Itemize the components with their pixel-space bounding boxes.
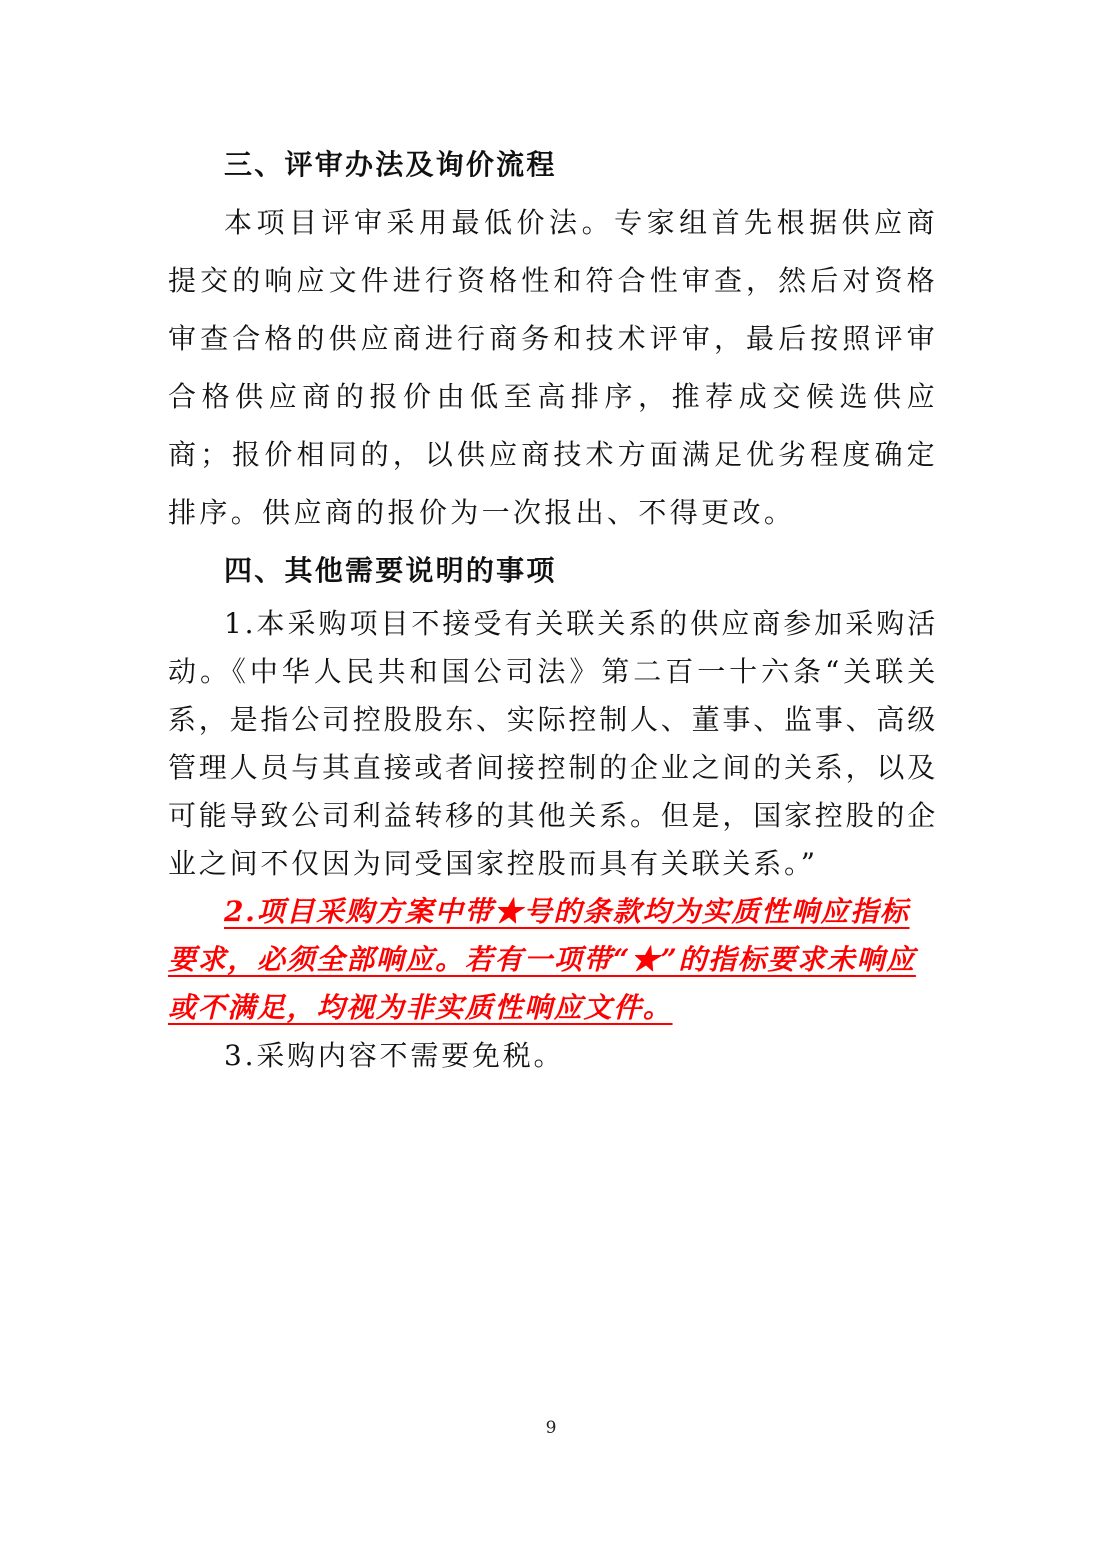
review-method-paragraph: 本项目评审采用最低价法。专家组首先根据供应商提交的响应文件进行资格性和符合性审查，然后对资格审查合格的供应商进行商务和技术评审，最后按照评审合格供应商的报价由低至高排序，推荐成交候选供应商；报价相同的，以供应商技术方面满足优劣程度确定排序。供应商的报价为一次报出、不得更改。 bbox=[168, 206, 938, 529]
page-number: 9 bbox=[545, 1418, 557, 1438]
item-tax-exemption: 3.采购内容不需要免税。 bbox=[224, 1039, 565, 1072]
item-related-parties: 1.本采购项目不接受有关联关系的供应商参加采购活动。《中华人民共和国公司法》第二百一十六条“关联关系，是指公司控股股东、实际控制人、董事、监事、高级管理人员与其直接或者间接控制的企业之间的关系，以及可能导致公司利益转移的其他关系。但是，国家控股的企业之间不仅因为同受国家控股而具有关联关系。” bbox=[168, 607, 939, 880]
section-heading-other-matters: 四、其他需要说明的事项 bbox=[224, 554, 557, 587]
page-content bbox=[168, 136, 938, 1080]
item-star-requirements-emphasis: 2.项目采购方案中带★号的条款均为实质性响应指标要求，必须全部响应。若有一项带“★”的指标要求未响应或不满足，均视为非实质性响应文件。 bbox=[168, 895, 916, 1024]
section-heading-review-method: 三、评审办法及询价流程 bbox=[224, 148, 557, 181]
